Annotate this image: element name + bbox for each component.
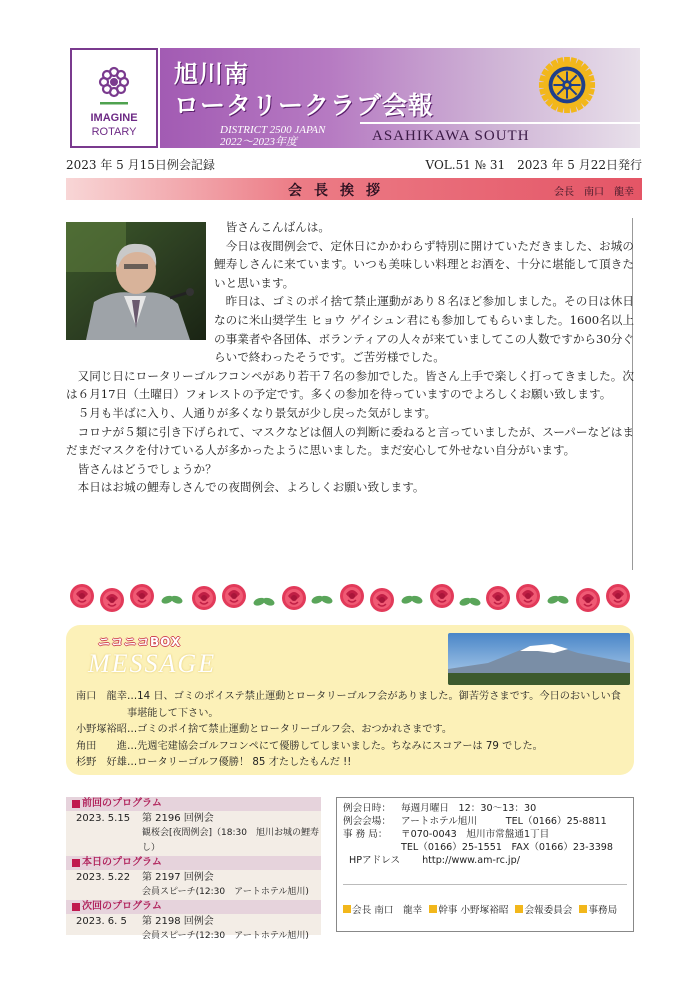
greeting-paragraph: コロナが５類に引き下げられて、マスクなどは個人の判断に委ねると言っていましたが、スーパーなどはまだまだマスクを付けている人が多かったように思いました。まだ安心して外せない自分がいます。: [66, 424, 634, 458]
niko-item: [76, 722, 628, 739]
today-program-detail: 会員スピーチ(12:30 アートホテル旭川): [142, 887, 309, 897]
role-secretary: 幹事 小野塚裕昭: [429, 904, 508, 917]
logo-rotary-text: ROTARY: [91, 126, 137, 138]
niko-niko-box: [66, 625, 634, 775]
greeting-speaker: 会長 南口 龍幸: [554, 187, 634, 198]
niko-message-list: [76, 689, 628, 772]
imagine-rotary-logo: [70, 48, 158, 148]
greeting-paragraph: ５月も半ばに入り、人通りが多くなり景気が少し戻った気がします。: [77, 405, 437, 420]
greeting-header-bar: [66, 178, 642, 200]
homepage-url[interactable]: http://www.am-rc.jp/: [422, 855, 520, 866]
club-title-line2: ロータリークラブ会報: [174, 91, 435, 120]
homepage-row: HPアドレス http://www.am-rc.jp/: [349, 855, 520, 866]
next-program-row: 2023. 6. 5 第 2198 回例会: [76, 916, 214, 927]
next-program-heading: 次回のプログラム: [66, 900, 321, 914]
niko-item-text: …先週宅建協会ゴルフコンペにて優勝してしまいました。ちなみにスコアーは 79 でした。: [126, 740, 543, 752]
office-row: 事 務 局： 〒070-0043 旭川市常盤通1丁目: [343, 829, 550, 840]
niko-item-text: …14 日、ゴミのポイステ禁止運動とロータリーゴルフ会がありました。御苦労さまです。今日のおいしい食事堪能して下さい。: [126, 691, 621, 719]
niko-message-title: MESSAGE: [88, 649, 217, 678]
office-tel-row: TEL（0166）25-1551 FAX（0166）23-3398: [401, 842, 614, 853]
flower-logo-icon: [72, 52, 156, 112]
greeting-paragraph: 今日は夜間例会で、定休日にかかわらず特別に開けていただきました、お城の鯉寿しさんに来ています。いつも美味しい料理とお酒を、十分に堪能して頂きたいと思います。: [214, 238, 634, 290]
contact-divider: [343, 884, 627, 885]
club-contact-box: [336, 797, 634, 932]
meeting-day-row: 例会日時： 毎週月曜日 12：30〜13：30: [343, 803, 537, 814]
niko-item-name: 角田 進: [76, 740, 127, 752]
greeting-title: 会長挨拶: [288, 183, 392, 199]
mountain-photo: [448, 633, 630, 685]
previous-program-detail: 観桜会[夜間例会]（18:30 旭川お城の鯉寿し）: [142, 828, 319, 853]
greeting-paragraph: 昨日は、ゴミのポイ捨て禁止運動があり８名ほど参加しました。その日は休日なのに米山奨学生 ヒョウ ゲイシュン君にも参加してもらいました。1600名以上の事業者や各団体、ボランティアの人々が来ていましてこの人数ですから30分ぐらいで終わったそうです。ご苦労様でした。: [214, 294, 634, 365]
previous-program-row: 2023. 5.15 第 2196 回例会: [76, 813, 214, 824]
program-schedule: [66, 797, 321, 941]
niko-box-title: ニコニコBOX: [98, 635, 182, 649]
logo-imagine-text: IMAGINE: [90, 112, 138, 124]
greeting-paragraph: 本日はお城の鯉寿しさんでの夜間例会、よろしくお願い致します。: [77, 480, 425, 495]
niko-item: [76, 689, 628, 722]
role-newsletter: 会報委員会: [515, 904, 572, 917]
niko-item-name: 小野塚裕昭: [76, 724, 127, 736]
greeting-body: [66, 218, 634, 497]
niko-item: [76, 755, 628, 772]
meeting-record-date: 2023 年 5 月15日例会記録: [66, 158, 215, 172]
rotary-wheel-icon: [538, 56, 596, 114]
niko-item-name: 南口 龍幸: [76, 691, 127, 702]
today-program-row: 2023. 5.22 第 2197 回例会: [76, 872, 214, 883]
club-title-line1: 旭川南: [174, 60, 249, 88]
rose-divider: [66, 578, 636, 618]
greeting-paragraph: 皆さんはどうでしょうか？: [77, 461, 217, 476]
role-office: 事務局: [579, 904, 617, 917]
fiscal-year: 2022〜2023年度: [220, 136, 297, 148]
district-name: DISTRICT 2500 JAPAN: [220, 124, 326, 136]
volume-issue-date: VOL.51 № 31 2023 年 5 月22日発行: [425, 158, 642, 172]
issue-info-line: [66, 156, 642, 174]
niko-item: [76, 739, 628, 756]
district-text: [220, 124, 325, 148]
officer-roles: [343, 904, 617, 917]
club-english-name: ASAHIKAWA SOUTH: [372, 128, 530, 144]
previous-program-heading: 前回のプログラム: [66, 797, 321, 811]
niko-item-text: …ロータリーゴルフ優勝！ 85 才たしたもんだ !!: [126, 757, 352, 769]
niko-item-name: 杉野 好雄: [76, 757, 127, 769]
greeting-paragraph: 皆さんこんばんは。: [225, 220, 330, 234]
role-president: 会長 南口 龍幸: [343, 904, 422, 917]
next-program-detail: 会員スピーチ(12:30 アートホテル旭川): [142, 931, 309, 941]
venue-row: 例会会場： アートホテル旭川 TEL（0166）25-8811: [343, 816, 607, 827]
greeting-paragraph: 又同じ日にロータリーゴルフコンペがあり若干７名の参加でした。皆さん上手で楽しく打ってきました。次は６月17日（土曜日）フォレストの予定です。多くの参加を待っていますのでよろしくお願い致します。: [66, 368, 634, 402]
banner-divider: [360, 122, 640, 124]
today-program-heading: 本日のプログラム: [66, 856, 321, 870]
niko-item-text: …ゴミのポイ捨て禁止運動とロータリーゴルフ会、おつかれさまです。: [126, 724, 453, 736]
